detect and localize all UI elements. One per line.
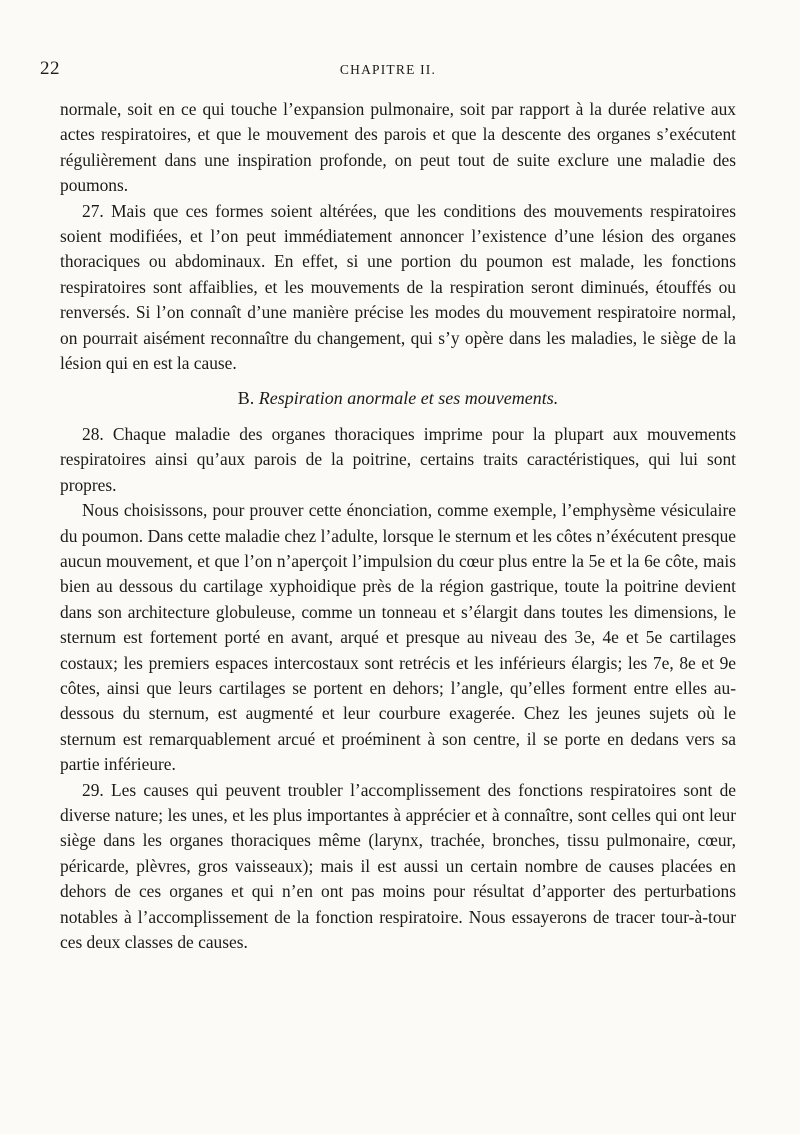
running-head (40, 58, 736, 82)
paragraph-27: 27. Mais que ces formes soient altérées, que les conditions des mouvements respiratoires soient modifiées, et l’on peut immédiatement annoncer l’existence d’une lésion des organes thoraciques ou abdominaux. En effet, si une portion du poumon est malade, les fonctions respiratoires sont affaiblies, et les mouvements de la respiration seront diminués, étouffés ou renversés. Si l’on connaît d’une manière précise les modes du mouvement respiratoire normal, on pourrait aisément reconnaître du changement, qui s’y opère dans les maladies, le siège de la lésion qui en est la cause. (60, 200, 736, 374)
section-label: B. (237, 388, 255, 409)
section-title: Respiration anormale et ses mouvements. (258, 388, 559, 409)
section-heading (60, 376, 736, 421)
page-body (60, 97, 736, 955)
page-number: 22 (40, 58, 60, 79)
paragraph-28: 28. Chaque maladie des organes thoraciques imprime pour la plupart aux mouvements respiratoires ainsi qu’aux parois de la poitrine, certains traits caractéristiques, qui lui sont propres. (60, 423, 736, 495)
paragraph-continued: normale, soit en ce qui touche l’expansion pulmonaire, soit par rapport à la durée relative aux actes respiratoires, et que le mouvement des parois et que la descente des organes s’exécutent régulièrement dans une inspiration profonde, on peut tout de suite exclure une maladie des poumons. (60, 99, 736, 196)
chapter-title: CHAPITRE II. (339, 62, 437, 77)
paragraph-29: 29. Les causes qui peuvent troubler l’accomplissement des fonctions respiratoires sont de diverse nature; les unes, et les plus importantes à apprécier et à connaître, sont celles qui ont leur siège dans les organes thoraciques même (larynx, trachée, bronches, tissu pulmonaire, cœur, péricarde, plèvres, gros vaisseaux); mais il est aussi un certain nombre de causes placées en dehors de ces organes et qui n’en ont pas moins pour résultat d’apporter des perturbations notables à l’accomplissement de la fonction respiratoire. Nous essayerons de tracer tour-à-tour ces deux classes de causes. (60, 779, 736, 952)
paragraph-28-example: Nous choisissons, pour prouver cette énonciation, comme exemple, l’emphysème vésiculaire du poumon. Dans cette maladie chez l’adulte, lorsque le sternum et les côtes n’éxécutent presque aucun mouvement, et que l’on n’aperçoit l’impulsion du cœur plus entre la 5e et la 6e côte, mais bien au dessous du cartilage xyphoidique près de la région gastrique, toute la poitrine devient dans son architecture globuleuse, comme un tonneau et s’élargit dans toutes les dimensions, le sternum est fortement porté en avant, arqué et presque au niveau des 3e, 4e et 5e cartilages costaux; les premiers espaces intercostaux sont retrécis et les inférieurs élargis; les 7e, 8e et 9e côtes, ainsi que leurs cartilages se portent en dehors; l’angle, qu’elles forment entre elles au-dessous du sternum, est augmenté et leur courbure exagerée. Chez les jeunes sujets où le sternum est remarquablement arcué et proéminent à son centre, il se porte en dedans vers sa partie inférieure. (60, 500, 736, 775)
